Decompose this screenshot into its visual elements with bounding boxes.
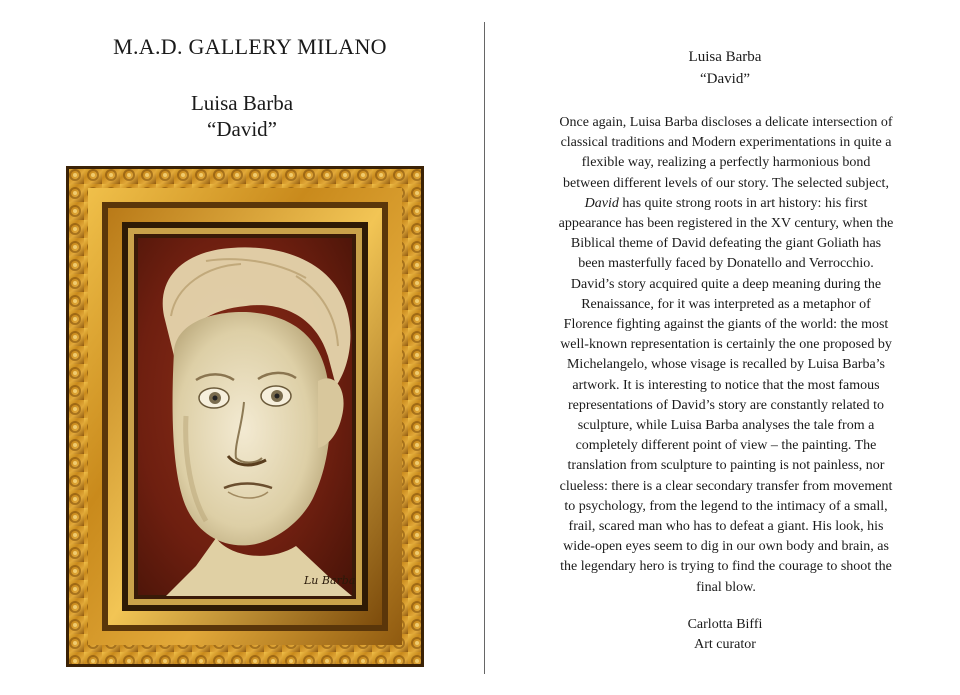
essay-line: artwork. It is interesting to notice that the most famous [572, 377, 880, 393]
essay-line: representations of David’s story are constantly related to [567, 397, 885, 413]
essay-line-italic [515, 194, 937, 214]
essay-line: wide-open eyes seem to dig in our own body and brain, as [563, 539, 889, 555]
essay-line: frail, scared man who has to defeat a giant. His look, his [568, 519, 884, 535]
essay-line: clueless: there is a clear secondary transfer from movement [559, 478, 893, 494]
essay-artist-name: Luisa Barba [688, 49, 762, 65]
svg-text:Lu Barba: Lu Barba [304, 574, 356, 587]
essay-line-text: has quite strong roots in art history: his first [622, 195, 868, 211]
essay-line: appearance has been registered in the XV century, when the [558, 216, 894, 232]
curator-name: Carlotta Biffi [687, 617, 763, 632]
essay-line: flexible way, realizing a perfectly harmonious bond [581, 155, 871, 171]
essay-line: Biblical theme of David defeating the giant Goliath has [570, 236, 882, 252]
essay-line: sculpture, while Luisa Barba analyses the tale from a [577, 418, 875, 434]
essay-line: completely different point of view – the painting. The [575, 438, 877, 454]
essay-line: Florence fighting against the giants of the world: the most [563, 317, 889, 333]
essay-line: to psychology, from the legend to the intimacy of a small, [564, 498, 888, 514]
essay-artwork-title: “David” [700, 71, 750, 87]
curator-essay [515, 113, 937, 598]
essay-line: between different levels of our story. The selected subject, [563, 175, 889, 191]
artwork-title: “David” [207, 117, 277, 141]
gallery-name: M.A.D. GALLERY MILANO [113, 34, 387, 59]
artist-name: Luisa Barba [190, 91, 294, 115]
italic-title-word: David [584, 195, 619, 211]
essay-line: classical traditions and Modern experimentations in quite a [560, 135, 892, 151]
essay-line: well-known representation is certainly the one proposed by [560, 337, 892, 353]
essay-line: Michelangelo, whose visage is recalled by Luisa Barba’s [566, 357, 885, 373]
framed-painting-image [66, 166, 424, 667]
essay-line: Once again, Luisa Barba discloses a delicate intersection of [559, 115, 893, 130]
essay-line: translation from sculpture to painting is not painless, nor [567, 458, 885, 474]
essay-line: Renaissance, for it was interpreted as a metaphor of [581, 296, 871, 312]
essay-line: been masterfully faced by Donatello and Verrocchio. [578, 256, 874, 272]
curator-role: Art curator [694, 637, 756, 652]
essay-line: final blow. [696, 579, 756, 595]
page-divider [484, 22, 485, 674]
essay-line: David’s story acquired quite a deep meaning during the [570, 276, 882, 292]
right-page [500, 0, 950, 695]
essay-line: the legendary hero is trying to find the courage to shoot the [560, 559, 892, 575]
